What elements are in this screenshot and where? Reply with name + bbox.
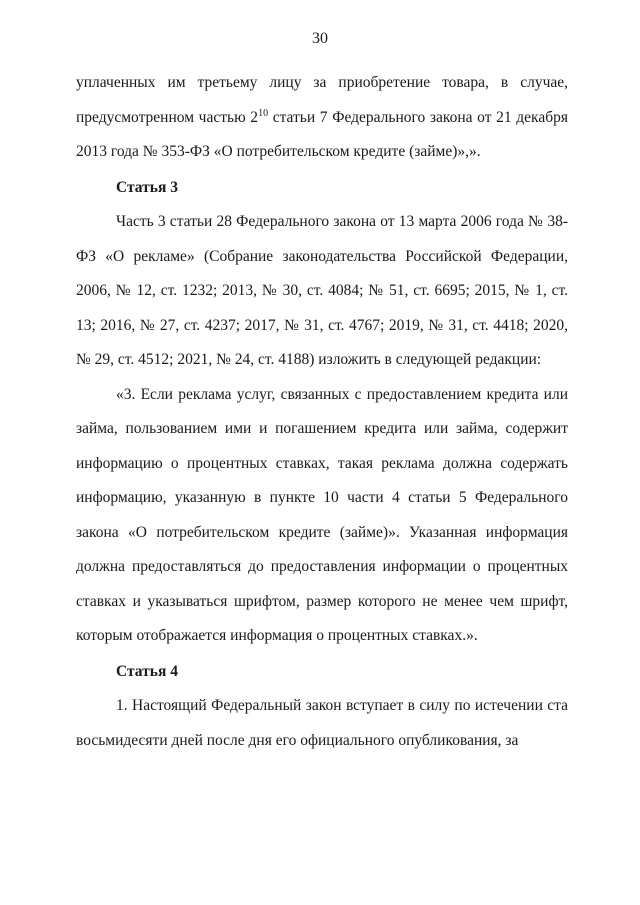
article-heading-4: Статья 4 — [116, 662, 178, 680]
paragraph-text-part-1: уплаченных им третьему лицу за приобретение товара, в случае, предусмотренном частью 2 — [76, 74, 568, 126]
paragraph-continuation — [76, 66, 568, 170]
superscript-number: 10 — [258, 107, 269, 119]
article-3-quoted-text: «3. Если реклама услуг, связанных с предоставлением кредита или займа, пользованием ими и погашением кредита или займа, содержит информацию о процентных ставках, такая реклама должна содержать информацию, указанную в пункте 10 части 4 статьи 5 Федерального закона «О потребительском кредите (займе)». Указанная информация должна предоставляться до предоставления информации о процентных ставках и указываться шрифтом, размер которого не менее чем шрифт, которым отображается информация о процентных ставках.». — [76, 385, 568, 644]
article-3-body: Часть 3 статьи 28 Федерального закона от 13 марта 2006 года № 38-ФЗ «О рекламе» (Собрание законодательства Российской Федерации, 2006, № 12, ст. 1232; 2013, № 30, ст. 4084; № 51, ст. 6695; 2015, № 1, ст. 13; 2016, № 27, ст. 4237; 2017, № 31, ст. 4767; 2019, № 31, ст. 4418; 2020, № 29, ст. 4512; 2021, № 24, ст. 4188) изложить в следующей редакции: — [76, 213, 568, 368]
document-body — [76, 66, 568, 758]
article-heading-3: Статья 3 — [116, 178, 178, 196]
article-4-body: 1. Настоящий Федеральный закон вступает в силу по истечении ста восьмидесяти дней после дня его официального опубликования, за — [76, 697, 568, 749]
paragraph-text-part-2: статьи 7 Федерального закона от 21 декабря 2013 года № 353-ФЗ «О потребительском кредите (займе)»,». — [76, 108, 568, 160]
page-number: 30 — [312, 30, 328, 47]
